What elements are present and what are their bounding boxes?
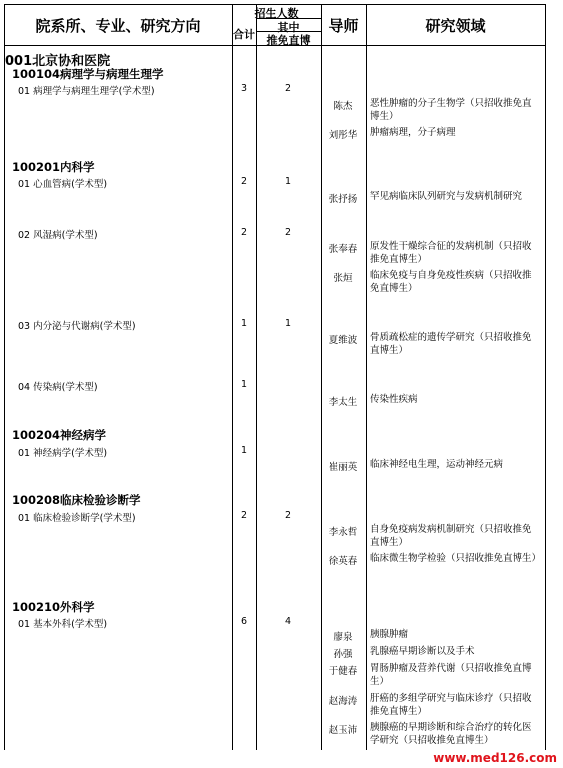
major-title: 100104病理学与病理生理学 <box>12 67 164 81</box>
site-watermark: www.med126.com <box>433 751 557 765</box>
header-dept: 院系所、专业、研究方向 <box>35 17 201 35</box>
direction-exempt: 2 <box>284 227 292 238</box>
tutor-name: 孙强 <box>333 649 353 660</box>
header-enroll: 招生人数 <box>254 7 299 20</box>
tutor-name: 于健春 <box>328 666 358 677</box>
header-field: 研究领域 <box>425 17 486 35</box>
direction-exempt: 2 <box>284 510 292 521</box>
direction-exempt: 2 <box>284 83 292 94</box>
research-field: 肿瘤病理，分子病理 <box>370 127 456 138</box>
tutor-name: 刘彤华 <box>328 130 358 141</box>
research-field: 胰腺肿瘤 <box>370 629 409 640</box>
direction-total: 1 <box>240 379 248 390</box>
tutor-name: 李太生 <box>328 397 358 408</box>
tutor-name: 崔丽英 <box>328 462 358 473</box>
research-field: 传染性疾病 <box>370 394 418 405</box>
tutor-name: 张烜 <box>333 273 353 284</box>
tutor-name: 李永哲 <box>328 527 358 538</box>
tutor-name: 张奉春 <box>328 244 358 255</box>
research-field: 临床免疫与自身免疫性疾病（只招收推免直博生） <box>370 270 532 294</box>
major-title: 100208临床检验诊断学 <box>12 493 141 507</box>
research-field: 骨质疏松症的遗传学研究（只招收推免直博生） <box>370 332 532 356</box>
research-field: 临床微生物学检验（只招收推免直博生） <box>370 553 542 564</box>
table-border-total <box>232 4 233 750</box>
header-exempt: 推免直博 <box>266 34 311 47</box>
direction-total: 3 <box>240 83 248 94</box>
direction-total: 1 <box>240 445 248 456</box>
direction-total: 2 <box>240 227 248 238</box>
direction-total: 2 <box>240 176 248 187</box>
direction-name: 03 内分泌与代谢病(学术型) <box>18 321 136 332</box>
header-among: 其中 <box>277 21 300 34</box>
header-tutor: 导师 <box>328 17 359 35</box>
tutor-name: 廖泉 <box>333 632 353 643</box>
major-title: 100201内科学 <box>12 160 95 174</box>
table-border-left <box>4 4 5 750</box>
table-border-exempt <box>256 4 257 750</box>
tutor-name: 张抒扬 <box>328 194 358 205</box>
tutor-name: 赵玉沛 <box>328 725 358 736</box>
research-field: 乳腺癌早期诊断以及手术 <box>370 646 475 657</box>
direction-exempt: 1 <box>284 176 292 187</box>
direction-name: 01 临床检验诊断学(学术型) <box>18 513 136 524</box>
direction-name: 01 心血管病(学术型) <box>18 179 108 190</box>
direction-name: 01 病理学与病理生理学(学术型) <box>18 86 155 97</box>
direction-total: 6 <box>240 616 248 627</box>
tutor-name: 赵海涛 <box>328 696 358 707</box>
research-field: 罕见病临床队列研究与发病机制研究 <box>370 191 523 202</box>
direction-total: 1 <box>240 318 248 329</box>
direction-name: 01 神经病学(学术型) <box>18 448 108 459</box>
tutor-name: 陈杰 <box>333 101 353 112</box>
research-field: 胃肠肿瘤及营养代谢（只招收推免直博生） <box>370 663 532 687</box>
direction-exempt: 4 <box>284 616 292 627</box>
research-field: 恶性肿瘤的分子生物学（只招收推免直博生） <box>370 98 532 122</box>
research-field: 肝癌的多组学研究与临床诊疗（只招收推免直博生） <box>370 693 532 717</box>
direction-total: 2 <box>240 510 248 521</box>
tutor-name: 夏维波 <box>328 335 358 346</box>
direction-name: 01 基本外科(学术型) <box>18 619 108 630</box>
table-border-field <box>366 4 367 750</box>
direction-exempt: 1 <box>284 318 292 329</box>
table-border-right <box>545 4 546 750</box>
tutor-name: 徐英春 <box>328 556 358 567</box>
research-field: 自身免疫病发病机制研究（只招收推免直博生） <box>370 524 532 548</box>
research-field: 原发性干燥综合征的发病机制（只招收推免直博生） <box>370 241 532 265</box>
major-title: 100204神经病学 <box>12 428 107 442</box>
header-total: 合计 <box>233 28 255 41</box>
direction-name: 04 传染病(学术型) <box>18 382 98 393</box>
direction-name: 02 风湿病(学术型) <box>18 230 98 241</box>
major-title: 100210外科学 <box>12 600 95 614</box>
research-field: 临床神经电生理，运动神经元病 <box>370 459 504 470</box>
research-field: 胰腺癌的早期诊断和综合治疗的转化医学研究（只招收推免直博生） <box>370 722 532 746</box>
institute-title: 001北京协和医院 <box>5 54 111 69</box>
